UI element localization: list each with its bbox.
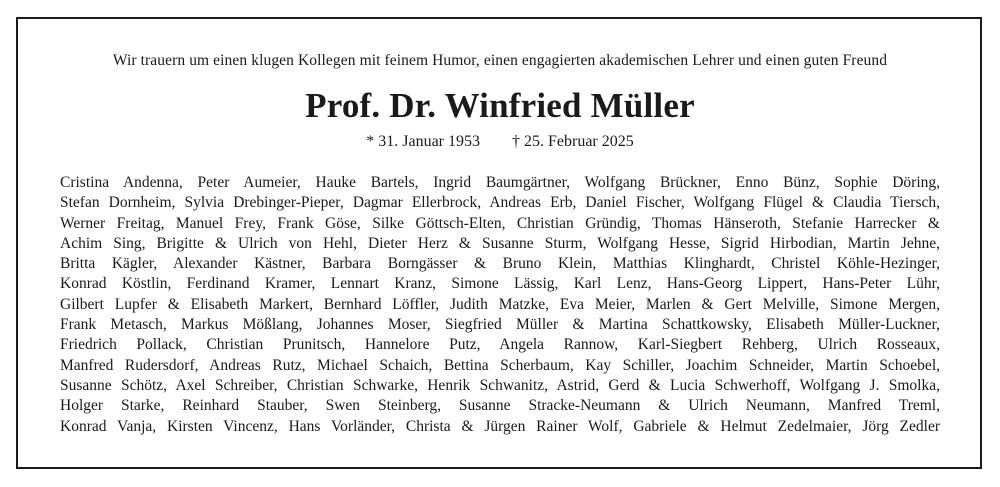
death-date: † 25. Februar 2025 [512,133,634,150]
mourner-line: Achim Sing, Brigitte & Ulrich von Hehl, Dieter Herz & Susanne Sturm, Wolfgang Hesse, Sigrid Hirbodian, Martin Jehne, [60,234,940,252]
mourner-line: Konrad Vanja, Kirsten Vincenz, Hans Vorländer, Christa & Jürgen Rainer Wolf, Gabriele & Helmut Zedelmaier, Jörg Zedler [60,417,940,435]
mourner-line: Frank Metasch, Markus Mößlang, Johannes Moser, Siegfried Müller & Martina Schattkowsky, Elisabeth Müller-Luckner, [60,316,940,334]
mourner-line: Susanne Schötz, Axel Schreiber, Christian Schwarke, Henrik Schwanitz, Astrid, Gerd & Lucia Schwerhoff, Wolfgang J. Smolka, [60,376,940,394]
intro-text: Wir trauern um einen klugen Kollegen mit feinem Humor, einen engagierten akademischen Lehrer und einen guten Freund [112,52,888,69]
mourner-line: Holger Starke, Reinhard Stauber, Swen Steinberg, Susanne Stracke-Neumann & Ulrich Neumann, Manfred Treml, [60,397,940,415]
life-dates [0,133,1000,151]
mourner-line: Konrad Köstlin, Ferdinand Kramer, Lennart Kranz, Simone Lässig, Karl Lenz, Hans-Georg Lippert, Hans-Peter Lühr, [60,275,940,293]
mourner-line: Werner Freitag, Manuel Frey, Frank Göse, Silke Göttsch-Elten, Christian Gründig, Thomas Hänseroth, Stefanie Harrecker & [60,214,940,232]
birth-date: * 31. Januar 1953 [366,133,480,150]
mourner-line: Manfred Rudersdorf, Andreas Rutz, Michael Schaich, Bettina Scherbaum, Kay Schiller, Joachim Schneider, Martin Schoebel, [60,356,940,374]
mourner-line: Cristina Andenna, Peter Aumeier, Hauke Bartels, Ingrid Baumgärtner, Wolfgang Brückner, Enno Bünz, Sophie Döring, [60,174,940,191]
mourner-line: Friedrich Pollack, Christian Prunitsch, Hannelore Putz, Angela Rannow, Karl-Siegbert Rehberg, Ulrich Rosseaux, [60,336,940,354]
mourner-line: Stefan Dornheim, Sylvia Drebinger-Pieper, Dagmar Ellerbrock, Andreas Erb, Daniel Fischer, Wolfgang Flügel & Claudia Tiersch, [60,194,940,212]
mourner-list [60,173,940,437]
mourner-line: Britta Kägler, Alexander Kästner, Barbara Borngässer & Bruno Klein, Matthias Klinghardt, Christel Köhle-Hezinger, [60,255,940,273]
deceased-name: Prof. Dr. Winfried Müller [305,86,695,125]
mourner-line: Gilbert Lupfer & Elisabeth Markert, Bernhard Löffler, Judith Matzke, Eva Meier, Marlen & Gert Melville, Simone Mergen, [60,295,940,313]
